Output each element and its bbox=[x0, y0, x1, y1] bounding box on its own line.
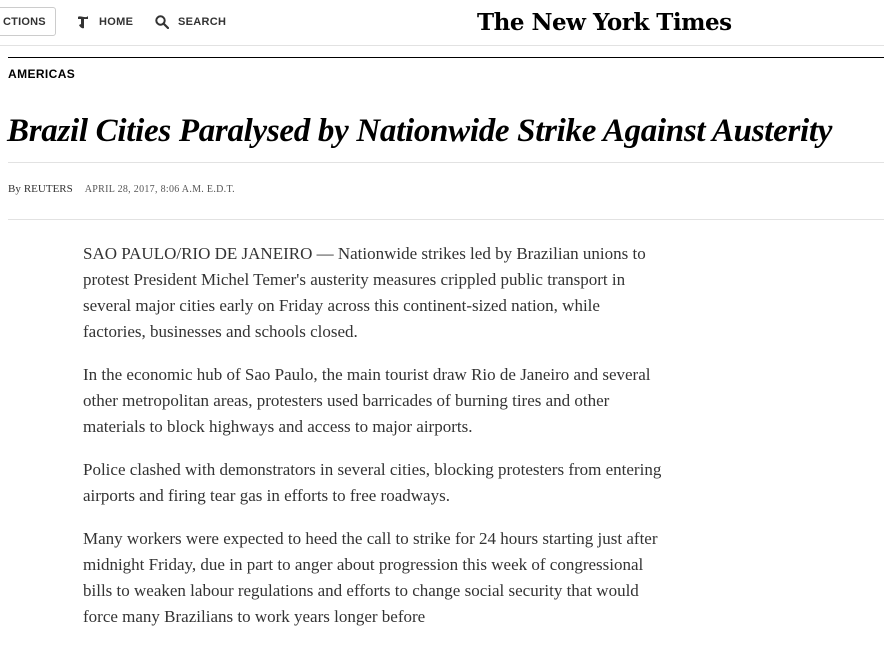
divider bbox=[8, 219, 884, 220]
article-body bbox=[83, 241, 663, 647]
byline bbox=[8, 183, 235, 195]
sections-button-label: CTIONS bbox=[3, 15, 46, 28]
search-icon bbox=[155, 15, 169, 29]
search-button[interactable] bbox=[155, 12, 226, 32]
story-paragraph: Police clashed with demonstrators in several cities, blocking protesters from entering airports and firing tear gas in efforts to free roadways. bbox=[83, 460, 662, 505]
byline-author: REUTERS bbox=[23, 183, 73, 195]
story-paragraph: SAO PAULO/RIO DE JANEIRO — Nationwide strikes led by Brazilian unions to protest President Michel Temer's austerity measures crippled public transport in several major cities early on Friday across this continent-sized nation, while factories, businesses and schools closed. bbox=[83, 244, 646, 341]
article-timestamp: APRIL 28, 2017, 8:06 A.M. E.D.T. bbox=[84, 184, 235, 195]
story-paragraph: Many workers were expected to heed the call to strike for 24 hours starting just after midnight Friday, due in part to anger about progression this week of congressional bills to weaken labour regulations and efforts to change social security that would force many Brazilians to work years longer before bbox=[83, 529, 658, 626]
top-nav-bar bbox=[0, 0, 884, 46]
nyt-masthead-logo[interactable]: The New York Times bbox=[477, 9, 732, 36]
byline-prefix: By bbox=[8, 183, 21, 195]
sections-button[interactable] bbox=[0, 7, 56, 36]
home-button[interactable] bbox=[76, 12, 133, 32]
search-button-label: SEARCH bbox=[178, 16, 227, 28]
divider bbox=[8, 162, 884, 163]
section-rule bbox=[8, 57, 884, 58]
story-paragraph: In the economic hub of Sao Paulo, the main tourist draw Rio de Janeiro and several other metropolitan areas, protesters used barricades of burning tires and other materials to block highways and access to major airports. bbox=[83, 365, 651, 436]
nyt-t-logo-icon bbox=[76, 14, 90, 30]
home-button-label: HOME bbox=[99, 16, 134, 28]
article-headline: Brazil Cities Paralysed by Nationwide Strike Against Austerity bbox=[7, 113, 833, 149]
section-kicker[interactable]: AMERICAS bbox=[8, 67, 76, 81]
